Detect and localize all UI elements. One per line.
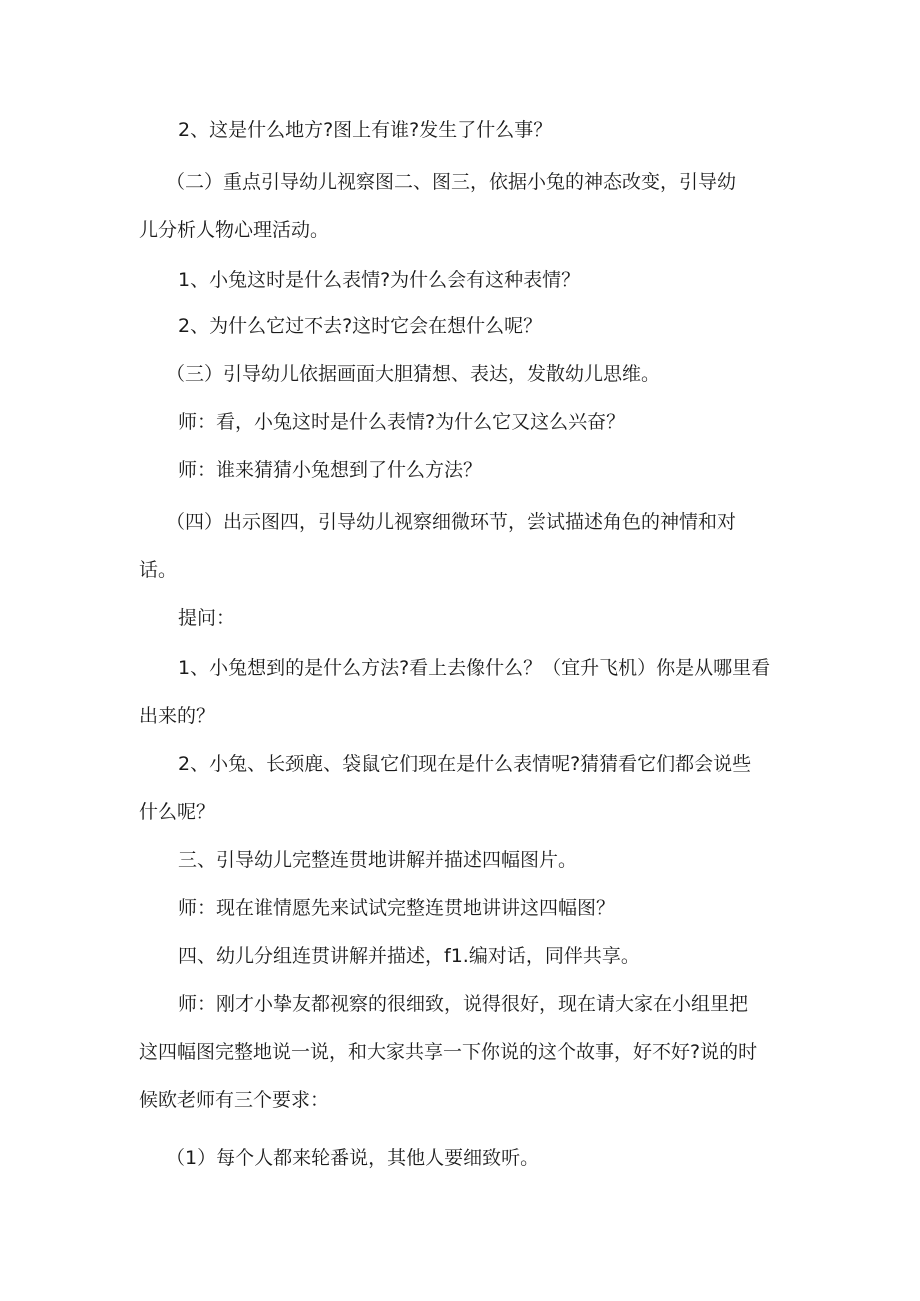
paragraph-line: 1、小兔想到的是什么方法?看上去像什么？（宜升飞机）你是从哪里看 [178,657,771,679]
paragraph-line: 2、这是什么地方?图上有谁?发生了什么事？ [178,119,553,141]
paragraph-line: 三、引导幼儿完整连贯地讲解并描述四幅图片。 [178,849,578,871]
paragraph-line: 师：看，小兔这时是什么表情?为什么它又这么兴奋？ [178,411,626,433]
paragraph-line: 四、幼儿分组连贯讲解并描述，f1.编对话，同伴共享。 [178,945,640,967]
paragraph-line: 2、为什么它过不去?这时它会在想什么呢？ [178,315,543,337]
paragraph-line: 师：刚才小挚友都视察的很细致，说得很好，现在请大家在小组里把 [178,993,749,1015]
paragraph-line: 什么呢？ [139,801,216,823]
paragraph-line: （1）每个人都来轮番说，其他人要细致听。 [166,1147,540,1169]
paragraph-line: （二）重点引导幼儿视察图二、图三，依据小兔的神态改变，引导幼 [166,171,737,193]
paragraph-line: 1、小兔这时是什么表情?为什么会有这种表情？ [178,269,581,291]
paragraph-line: 候欧老师有三个要求： [139,1089,330,1111]
paragraph-line: 2、小兔、长颈鹿、袋鼠它们现在是什么表情呢?猜猜看它们都会说些 [178,753,752,775]
paragraph-line: 师：现在谁情愿先来试试完整连贯地讲讲这四幅图？ [178,897,616,919]
paragraph-line: 这四幅图完整地说一说，和大家共享一下你说的这个故事，好不好?说的时 [139,1041,758,1063]
paragraph-line: 出来的？ [139,705,216,727]
paragraph-line: 师：谁来猜猜小兔想到了什么方法？ [178,459,483,481]
paragraph-line: （四）出示图四，引导幼儿视察细微环节，尝试描述角色的神情和对 [166,511,737,533]
paragraph-line: 话。 [139,559,178,581]
paragraph-line: 提问： [178,607,236,629]
paragraph-line: （三）引导幼儿依据画面大胆猜想、表达，发散幼儿思维。 [166,363,661,385]
paragraph-line: 儿分析人物心理活动。 [139,219,330,241]
